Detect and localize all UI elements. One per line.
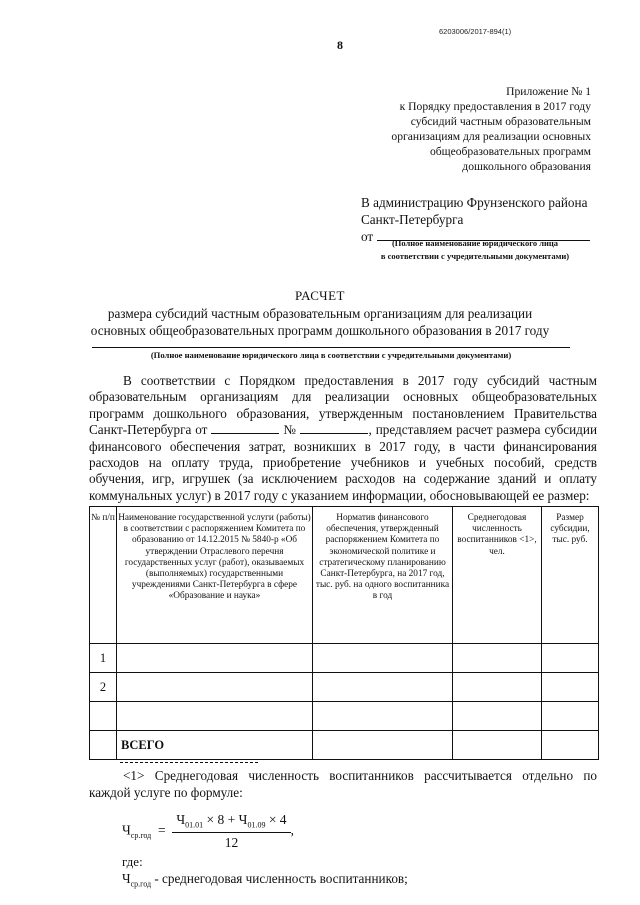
col-header-norm: Норматив финансового обеспечения, утвержденный распоряжением Комитета по экономической политике и стратегическому планированию Санкт-Петербурга, на 2017 год, тыс. руб. на одного воспитанника в год (313, 507, 453, 644)
addressee-note (355, 237, 595, 262)
number-blank (300, 423, 368, 434)
calculation-table (89, 506, 599, 760)
row-num (90, 702, 117, 731)
row-num (90, 731, 117, 760)
appendix-header (331, 84, 591, 174)
formula (122, 812, 294, 851)
appendix-line: к Порядку предоставления в 2017 году (399, 100, 591, 113)
appendix-line: общеобразовательных программ (429, 145, 591, 158)
row-service (117, 644, 313, 673)
formula-comma: , (290, 822, 294, 838)
where-label: где: (122, 854, 143, 869)
body-text-part3: , представляем расчет размера субсидии финансового обеспечения затрат, возникших в 2017 году, в части финансирования расходов на оплату труда, приобретение учебников и учебных пособий, средств обучения, игр, игрушек (за исключением расходов на содержание зданий и оплату коммунальных услуг) в 2017 году с указанием информации, обосновывающей ее размер: (89, 422, 598, 503)
row-subsidy (542, 673, 599, 702)
row-count (453, 673, 542, 702)
body-paragraph (89, 373, 597, 504)
row-num: 2 (90, 673, 117, 702)
table-row (90, 673, 599, 702)
table-row (90, 644, 599, 673)
legend-text: - среднегодовая численность воспитанников; (151, 871, 408, 886)
formula-term-b-sub: 01.09 (247, 820, 266, 830)
formula-operator: × 8 + (203, 812, 239, 827)
col-header-subsidy: Размер субсидии, тыс. руб. (542, 507, 599, 644)
document-id: 6203006/2017-894(1) (439, 27, 512, 36)
footnote: <1> Среднегодовая численность воспитанников рассчитывается отдельно по каждой услуге по формуле: (89, 768, 597, 800)
formula-denominator: 12 (224, 834, 239, 850)
formula-fraction (172, 812, 290, 851)
row-count (453, 702, 542, 731)
row-norm (313, 673, 453, 702)
formula-numerator (172, 812, 290, 833)
row-norm (313, 644, 453, 673)
from-label: от (361, 229, 374, 244)
formula-multiplier: × 4 (265, 812, 287, 827)
organization-blank-line (92, 347, 570, 348)
addressee-line-1: В администрацию Фрунзенского района (361, 195, 588, 210)
total-label: ВСЕГО (117, 731, 313, 760)
legend-symbol: Ч (122, 871, 131, 886)
row-subsidy (542, 702, 599, 731)
appendix-line: дошкольного образования (462, 160, 591, 173)
row-service (117, 673, 313, 702)
col-header-count: Среднегодовая численность воспитанников <1>, чел. (453, 507, 542, 644)
col-header-num: № п/п (90, 507, 117, 644)
col-header-service: Наименование государственной услуги (работы) в соответствии с распоряжением Комитета по образованию от 14.12.2015 № 5840-р «Об утверждении Отраслевого перечня государственных услуг (работ), оказываемых (выполняемых) государственными учреждениями Санкт-Петербурга в сфере «Образование и наука» (117, 507, 313, 644)
footnote-separator (120, 762, 258, 763)
appendix-line: субсидий частным образовательным (410, 115, 591, 128)
formula-lhs-sub: ср.год (130, 831, 152, 841)
body-text-number-sign: № (283, 422, 297, 438)
row-norm (313, 702, 453, 731)
table-total-row (90, 731, 599, 760)
formula-legend (122, 871, 408, 889)
row-count (453, 731, 542, 760)
appendix-line: организациям для реализации основных (391, 130, 591, 143)
row-num: 1 (90, 644, 117, 673)
formula-term-a: Ч (176, 812, 186, 827)
formula-lhs: Ч (122, 822, 131, 838)
row-norm (313, 731, 453, 760)
row-subsidy (542, 731, 599, 760)
row-service (117, 702, 313, 731)
addressee-note-line-1: (Полное наименование юридического лица (391, 238, 559, 248)
formula-term-a-sub: 01.01 (185, 820, 204, 830)
organization-note: (Полное наименование юридического лица в соответствии с учредительными документами) (150, 350, 512, 360)
addressee-note-line-2: в соответствии с учредительными документами) (380, 250, 570, 261)
body-text-part1: В соответствии с Порядком предоставления в 2017 году субсидий частным образовательным организациям для реализации основных общеобразовательных программ дошкольного образования, утвержденным постановлением Правительства Санкт-Петербурга от (89, 373, 597, 438)
formula-term-b: Ч (238, 812, 248, 827)
row-subsidy (542, 644, 599, 673)
document-title: РАСЧЕТ (295, 288, 345, 303)
date-blank (211, 423, 279, 434)
appendix-line: Приложение № 1 (506, 85, 591, 98)
legend-sub: ср.год (130, 879, 152, 889)
page-number: 8 (337, 38, 343, 52)
addressee-line-2: Санкт-Петербурга (361, 212, 464, 227)
document-subtitle: размера субсидий частным образовательным организациям для реализации основных общеобразовательных программ дошкольного образования в 2017 году (90, 306, 550, 338)
formula-equals: = (154, 822, 170, 838)
row-count (453, 644, 542, 673)
table-row (90, 702, 599, 731)
table-header-row (90, 507, 599, 644)
